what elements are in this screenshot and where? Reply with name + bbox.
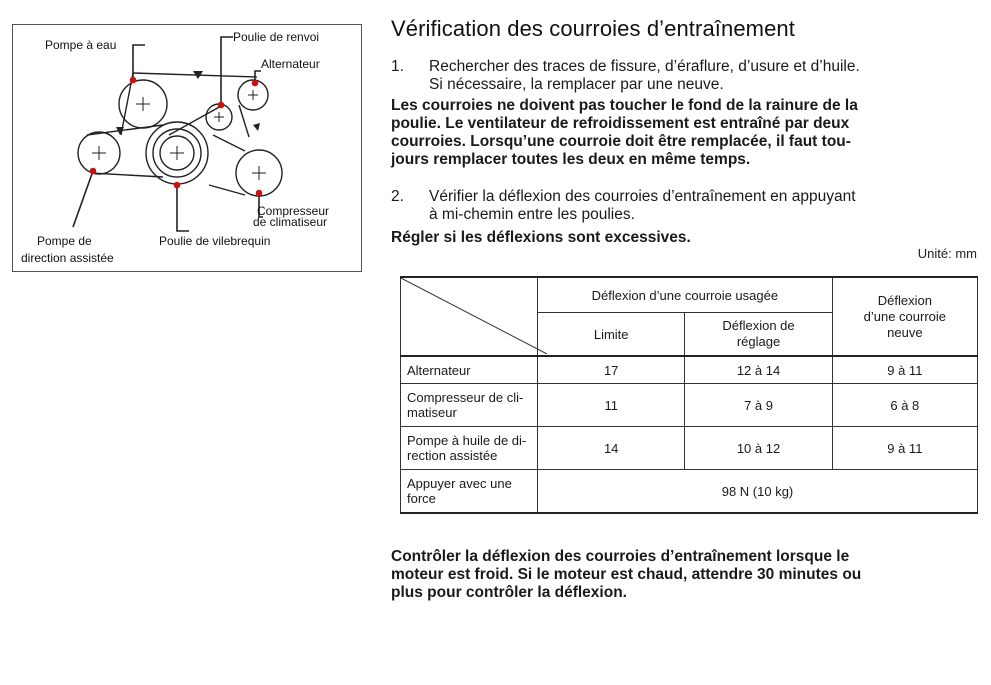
header-new-line: Déflexion bbox=[877, 292, 932, 308]
table-header-row bbox=[401, 277, 978, 313]
table-row bbox=[401, 356, 978, 384]
label-alternator: Alternateur bbox=[261, 57, 320, 71]
warning-line: courroies. Lorsqu’une courroie doit être remplacée, il faut tou- bbox=[391, 133, 851, 150]
row-adjust: 7 à 9 bbox=[685, 384, 832, 427]
footer-paragraph bbox=[391, 548, 978, 602]
header-new-line: neuve bbox=[887, 324, 923, 340]
warning-paragraph bbox=[391, 97, 978, 169]
marker-dot-idler bbox=[218, 102, 225, 109]
row-label-line: rection assistée bbox=[407, 448, 498, 463]
step-number: 2. bbox=[391, 188, 404, 205]
label-crankshaft-pulley: Poulie de vilebrequin bbox=[159, 234, 271, 248]
marker-dot-water-pump bbox=[130, 77, 137, 84]
force-value: 98 N (10 kg) bbox=[538, 470, 978, 514]
force-label-line: Appuyer avec une bbox=[407, 476, 512, 491]
marker-dot-compressor bbox=[256, 190, 263, 197]
row-label-line: Pompe à huile de di- bbox=[407, 433, 527, 448]
belt-segment bbox=[169, 105, 223, 135]
table-row-force bbox=[401, 470, 978, 514]
header-adjust-line: Déflexion de bbox=[722, 318, 795, 333]
row-limit: 11 bbox=[538, 384, 685, 427]
row-new: 9 à 11 bbox=[832, 356, 977, 384]
warning-line: Les courroies ne doivent pas toucher le fond de la rainure de la bbox=[391, 97, 858, 114]
footer-line: plus pour contrôler la déflexion. bbox=[391, 584, 627, 601]
unit-label: Unité: mm bbox=[917, 246, 977, 261]
row-label bbox=[401, 427, 538, 470]
deflection-arrow-icon bbox=[253, 123, 260, 131]
adjust-note: Régler si les déflexions sont excessives. bbox=[391, 229, 691, 246]
marker-dot-alternator bbox=[252, 80, 259, 87]
header-adjust bbox=[685, 313, 832, 357]
step-text-line1: Rechercher des traces de fissure, d’éraflure, d’usure et d’huile. bbox=[429, 58, 860, 75]
row-adjust: 10 à 12 bbox=[685, 427, 832, 470]
row-adjust: 12 à 14 bbox=[685, 356, 832, 384]
header-new-belt bbox=[832, 277, 977, 356]
row-limit: 14 bbox=[538, 427, 685, 470]
step-text-line1: Vérifier la déflexion des courroies d’entraînement en appuyant bbox=[429, 188, 856, 205]
table-row bbox=[401, 427, 978, 470]
force-label-line: force bbox=[407, 491, 436, 506]
row-label-line: Compresseur de cli- bbox=[407, 390, 524, 405]
marker-dot-crankshaft bbox=[174, 182, 181, 189]
diagonal-line bbox=[401, 278, 547, 354]
step-text-line2: Si nécessaire, la remplacer par une neuve. bbox=[429, 76, 724, 93]
table-row bbox=[401, 384, 978, 427]
row-new: 6 à 8 bbox=[832, 384, 977, 427]
table-corner-cell bbox=[401, 277, 538, 356]
warning-line: poulie. Le ventilateur de refroidissement est entraîné par deux bbox=[391, 115, 850, 132]
deflection-table bbox=[400, 276, 978, 514]
label-idler-pulley: Poulie de renvoi bbox=[233, 30, 320, 44]
row-label: Alternateur bbox=[401, 356, 538, 384]
row-label-line: matiseur bbox=[407, 405, 457, 420]
page-title: Vérification des courroies d’entraînement bbox=[391, 16, 795, 41]
footer-line: moteur est froid. Si le moteur est chaud, attendre 30 minutes ou bbox=[391, 566, 862, 583]
label-compressor-line1: Compresseur bbox=[257, 204, 330, 218]
header-adjust-line: réglage bbox=[736, 334, 781, 349]
row-label bbox=[401, 384, 538, 427]
header-limit: Limite bbox=[538, 313, 685, 357]
warning-line: jours remplacer toutes les deux en même temps. bbox=[391, 151, 751, 168]
belt-segment bbox=[239, 105, 249, 137]
label-water-pump: Pompe à eau bbox=[45, 38, 117, 52]
header-new-line: d’une courroie bbox=[863, 308, 947, 324]
belt-diagram bbox=[12, 24, 362, 272]
header-used-belt: Déflexion d’une courroie usagée bbox=[538, 277, 833, 313]
belt-segment bbox=[213, 135, 245, 151]
label-compressor-line2: de climatiseur bbox=[253, 215, 328, 229]
step-text-line2: à mi-chemin entre les poulies. bbox=[429, 206, 635, 223]
row-limit: 17 bbox=[538, 356, 685, 384]
force-label bbox=[401, 470, 538, 514]
row-new: 9 à 11 bbox=[832, 427, 977, 470]
step-number: 1. bbox=[391, 58, 404, 75]
label-power-steering-line1: Pompe de bbox=[37, 234, 92, 248]
footer-line: Contrôler la déflexion des courroies d’entraînement lorsque le bbox=[391, 548, 850, 565]
marker-dot-power-steering bbox=[90, 168, 97, 175]
label-power-steering-line2: direction assistée bbox=[21, 251, 114, 265]
